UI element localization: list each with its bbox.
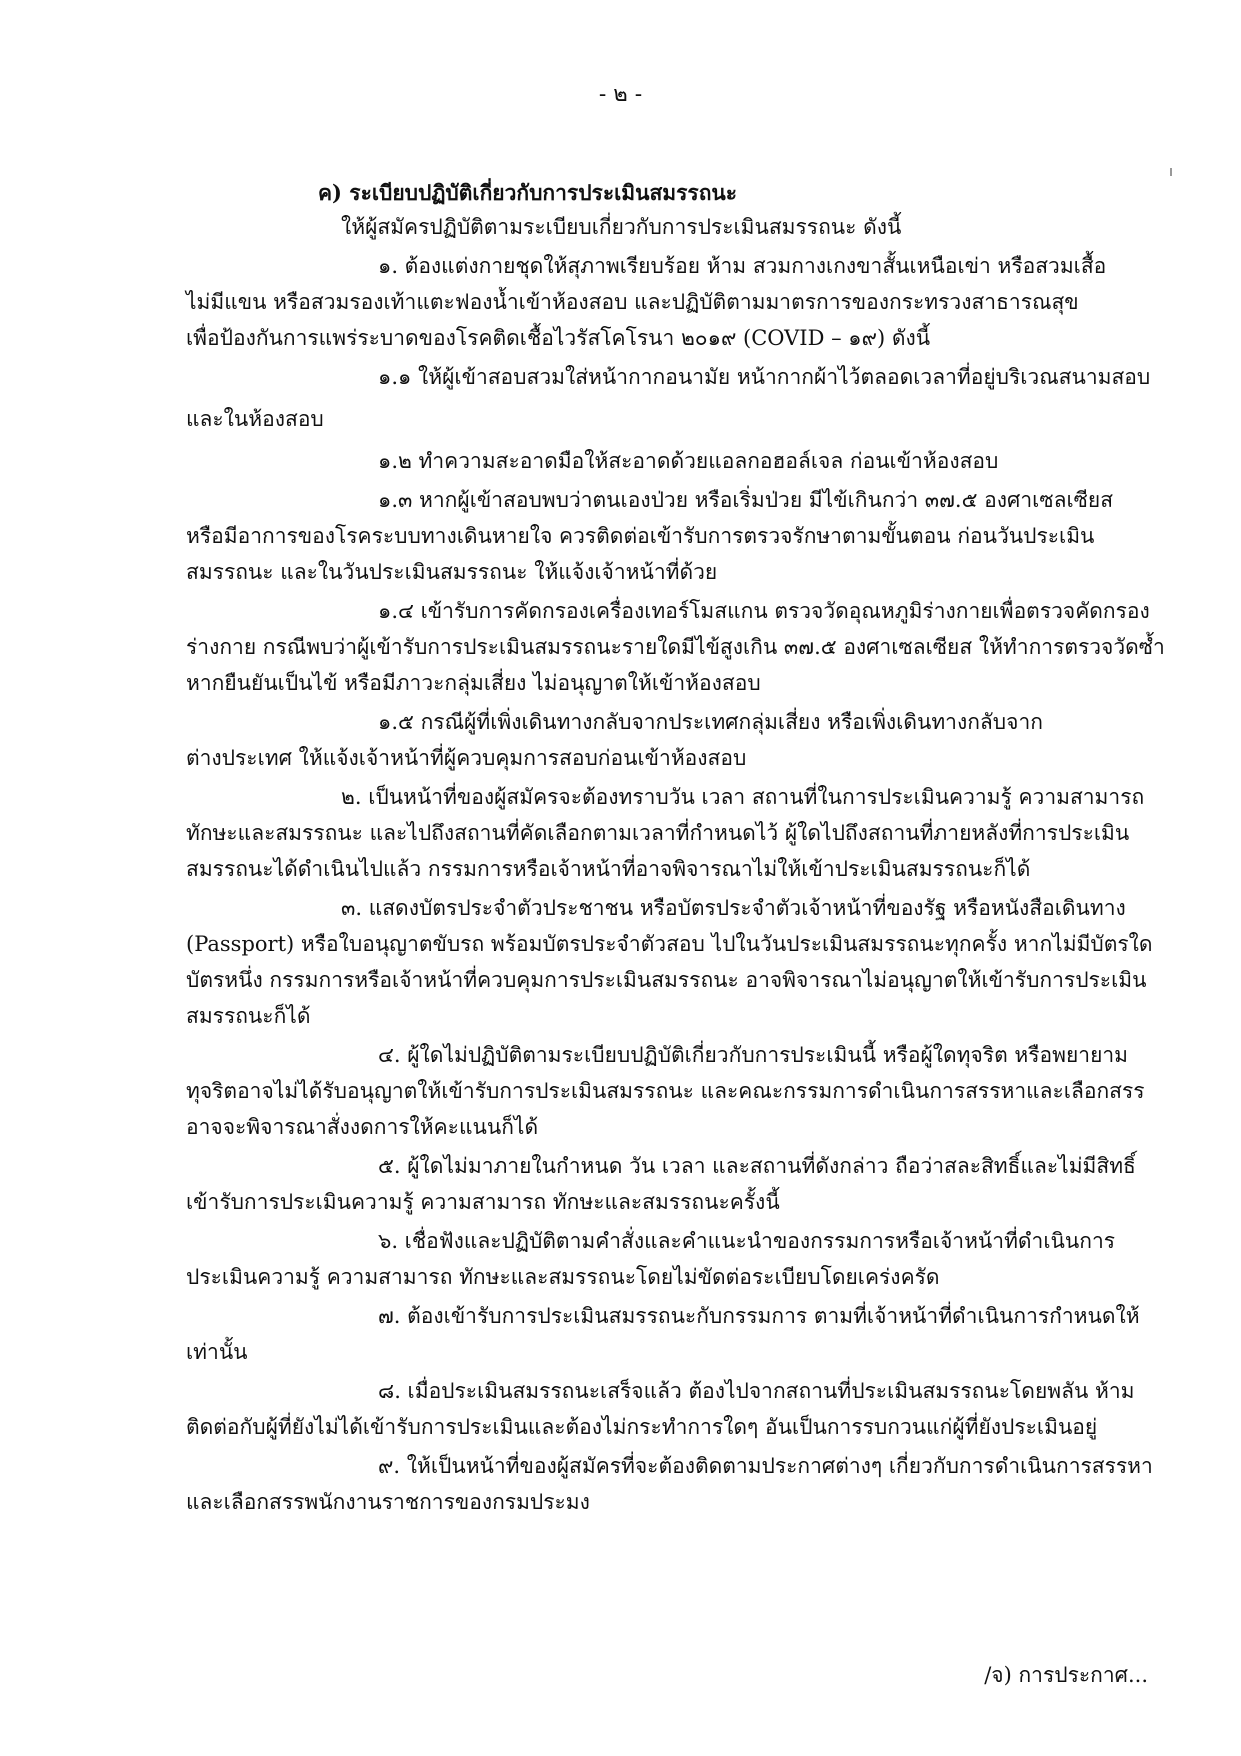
intro-paragraph: ให้ผู้สมัครปฏิบัติตามระเบียบเกี่ยวกับการประเมินสมรรถนะ ดังนี้ (341, 215, 902, 239)
body-line: บัตรหนึ่ง กรรมการหรือเจ้าหน้าที่ควบคุมการประเมินสมรรถนะ อาจพิจารณาไม่อนุญาตให้เข้ารับการประเมิน (186, 968, 1147, 992)
body-line: ๕. ผู้ใดไม่มาภายในกำหนด วัน เวลา และสถานที่ดังกล่าว ถือว่าสละสิทธิ์และไม่มีสิทธิ์ (378, 1154, 1136, 1178)
body-line: ๑.๔ เข้ารับการคัดกรองเครื่องเทอร์โมสแกน ตรวจวัดอุณหภูมิร่างกายเพื่อตรวจคัดกรอง (378, 599, 1150, 623)
body-line: ทุจริตอาจไม่ได้รับอนุญาตให้เข้ารับการประเมินสมรรถนะ และคณะกรรมการดำเนินการสรรหาและเลือกสรร (186, 1079, 1145, 1103)
body-line: หรือมีอาการของโรคระบบทางเดินหายใจ ควรติดต่อเข้ารับการตรวจรักษาตามขั้นตอน ก่อนวันประเมิน (186, 524, 1095, 548)
body-line: ๑.๑ ให้ผู้เข้าสอบสวมใส่หน้ากากอนามัย หน้ากากผ้าไว้ตลอดเวลาที่อยู่บริเวณสนามสอบ (378, 365, 1151, 389)
body-line: เท่านั้น (186, 1340, 248, 1364)
body-line: สมรรถนะได้ดำเนินไปแล้ว กรรมการหรือเจ้าหน้าที่อาจพิจารณาไม่ให้เข้าประเมินสมรรถนะก็ได้ (186, 857, 1031, 881)
section-heading: ค) ระเบียบปฏิบัติเกี่ยวกับการประเมินสมรรถนะ (318, 180, 738, 205)
body-line: ๖. เชื่อฟังและปฏิบัติตามคำสั่งและคำแนะนำของกรรมการหรือเจ้าหน้าที่ดำเนินการ (378, 1229, 1116, 1253)
body-line: สมรรถนะ และในวันประเมินสมรรถนะ ให้แจ้งเจ้าหน้าที่ด้วย (186, 560, 718, 584)
body-line: เพื่อป้องกันการแพร่ระบาดของโรคติดเชื้อไวรัสโคโรนา ๒๐๑๙ (COVID – ๑๙) ดังนี้ (186, 326, 931, 350)
body-line: ๗. ต้องเข้ารับการประเมินสมรรถนะกับกรรมการ ตามที่เจ้าหน้าที่ดำเนินการกำหนดให้ (378, 1304, 1140, 1328)
body-line: ๑.๕ กรณีผู้ที่เพิ่งเดินทางกลับจากประเทศกลุ่มเสี่ยง หรือเพิ่งเดินทางกลับจาก (378, 710, 1043, 734)
page-number: - ๒ - (598, 82, 643, 107)
body-line: อาจจะพิจารณาสั่งงดการให้คะแนนก็ได้ (186, 1115, 539, 1139)
body-line: ๔. ผู้ใดไม่ปฏิบัติตามระเบียบปฏิบัติเกี่ยวกับการประเมินนี้ หรือผู้ใดทุจริต หรือพยายาม (378, 1043, 1129, 1067)
body-line: เข้ารับการประเมินความรู้ ความสามารถ ทักษะและสมรรถนะครั้งนี้ (186, 1190, 780, 1214)
scan-mark (1170, 168, 1172, 176)
body-line: ติดต่อกับผู้ที่ยังไม่ได้เข้ารับการประเมินและต้องไม่กระทำการใดๆ อันเป็นการรบกวนแก่ผู้ที่ยังประเมินอยู่ (186, 1415, 1098, 1439)
body-line: ๑.๓ หากผู้เข้าสอบพบว่าตนเองป่วย หรือเริ่มป่วย มีไข้เกินกว่า ๓๗.๕ องศาเซลเซียส (378, 488, 1114, 512)
body-line: ๑. ต้องแต่งกายชุดให้สุภาพเรียบร้อย ห้าม สวมกางเกงขาสั้นเหนือเข่า หรือสวมเสื้อ (378, 254, 1107, 278)
body-line: ต่างประเทศ ให้แจ้งเจ้าหน้าที่ผู้ควบคุมการสอบก่อนเข้าห้องสอบ (186, 746, 747, 770)
body-line: และเลือกสรรพนักงานราชการของกรมประมง (186, 1490, 590, 1514)
body-line: ๘. เมื่อประเมินสมรรถนะเสร็จแล้ว ต้องไปจากสถานที่ประเมินสมรรถนะโดยพลัน ห้าม (378, 1379, 1135, 1403)
body-line: ๒. เป็นหน้าที่ของผู้สมัครจะต้องทราบวัน เวลา สถานที่ในการประเมินความรู้ ความสามารถ (341, 785, 1145, 809)
body-line: สมรรถนะก็ได้ (186, 1004, 311, 1028)
body-line: ไม่มีแขน หรือสวมรองเท้าแตะฟองน้ำเข้าห้องสอบ และปฏิบัติตามมาตรการของกระทรวงสาธารณสุข (186, 290, 1079, 314)
body-line: และในห้องสอบ (186, 407, 324, 431)
body-line: ๑.๒ ทำความสะอาดมือให้สะอาดด้วยแอลกอฮอล์เจล ก่อนเข้าห้องสอบ (378, 449, 999, 473)
continuation-note: /จ) การประกาศ... (984, 1663, 1148, 1687)
body-line: ร่างกาย กรณีพบว่าผู้เข้ารับการประเมินสมรรถนะรายใดมีไข้สูงเกิน ๓๗.๕ องศาเซลเซียส ให้ทำการตรวจวัดซ้ำ (186, 635, 1165, 659)
body-line: ทักษะและสมรรถนะ และไปถึงสถานที่คัดเลือกตามเวลาที่กำหนดไว้ ผู้ใดไปถึงสถานที่ภายหลังที่การประเมิน (186, 821, 1130, 845)
body-line: ๙. ให้เป็นหน้าที่ของผู้สมัครที่จะต้องติดตามประกาศต่างๆ เกี่ยวกับการดำเนินการสรรหา (378, 1454, 1153, 1478)
body-line: ประเมินความรู้ ความสามารถ ทักษะและสมรรถนะโดยไม่ขัดต่อระเบียบโดยเคร่งครัด (186, 1265, 940, 1289)
body-line: (Passport) หรือใบอนุญาตขับรถ พร้อมบัตรประจำตัวสอบ ไปในวันประเมินสมรรถนะทุกครั้ง หากไม่มีบัตรใด (186, 932, 1153, 956)
body-line: ๓. แสดงบัตรประจำตัวประชาชน หรือบัตรประจำตัวเจ้าหน้าที่ของรัฐ หรือหนังสือเดินทาง (341, 896, 1126, 920)
body-line: หากยืนยันเป็นไข้ หรือมีภาวะกลุ่มเสี่ยง ไม่อนุญาตให้เข้าห้องสอบ (186, 671, 761, 695)
